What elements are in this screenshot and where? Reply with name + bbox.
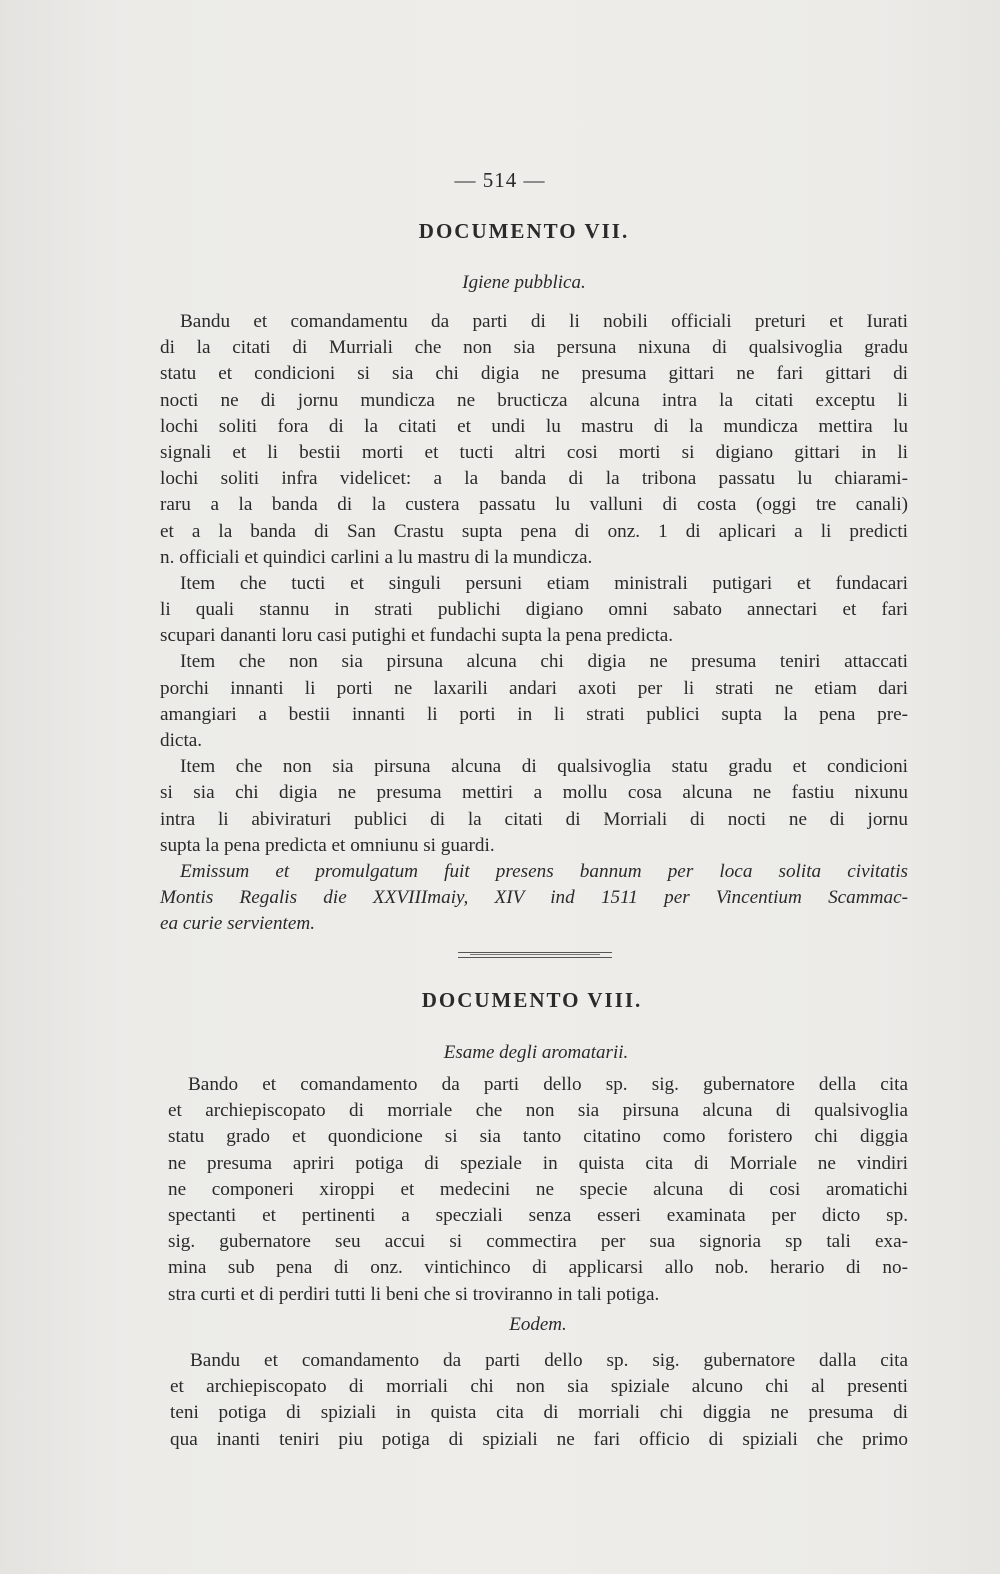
text-line: qua inanti teniri piu potiga di spiziali ne fari officio di spiziali che primo [170, 1428, 908, 1450]
text-line: mina sub pena di onz. vintichinco di applicarsi allo nob. herario di no- [168, 1257, 908, 1279]
text-line: nocti ne di jornu mundicza ne bructicza alcuna intra la citati exceptu li [160, 389, 908, 411]
eodem-subtitle: Eodem. [509, 1314, 567, 1335]
text-line: et a la banda di San Crastu supta pena di onz. 1 di aplicari a li predicti [160, 520, 908, 542]
text-line: lochi soliti infra videlicet: a la banda di la tribona passatu lu chiarami- [160, 468, 908, 490]
page-number: — 514 — [454, 168, 546, 192]
doc8-heading: DOCUMENTO VIII. [421, 988, 643, 1012]
text-line: si sia chi digia ne presuma mettiri a mollu cosa alcuna ne fastiu nixunu [160, 782, 908, 804]
text-line: li quali stannu in strati publichi digiano omni sabato annectari et fari [160, 599, 908, 621]
text-line: stra curti et di perdiri tutti li beni che si troviranno in tali potiga. [168, 1283, 660, 1305]
text-line: teni potiga di spiziali in quista cita di morriali chi diggia ne presuma di [170, 1402, 908, 1424]
text-line: porchi innanti li porti ne laxarili andari axoti per li strati ne etiam dari [160, 677, 908, 699]
text-line: Montis Regalis die XXVIIImaiy, XIV ind 1511 per Vincentium Scammac- [160, 887, 908, 909]
section-separator [458, 952, 612, 958]
text-line: statu grado et quondicione si sia tanto citatino como foristero chi diggia [168, 1126, 908, 1148]
text-line: et archiepiscopato di morriale che non sia pirsuna alcuna di qualsivoglia [168, 1100, 908, 1122]
text-line: ne presuma apriri potiga di speziale in quista cita di Morriale ne vindiri [168, 1152, 908, 1174]
text-line: supta la pena predicta et omniunu si guardi. [160, 834, 495, 856]
text-line: et archiepiscopato di morriali chi non sia spiziale alcuno chi al presenti [170, 1376, 908, 1398]
text-line: signali et li bestii morti et tucti altri cosi morti si digiano gittari in li [160, 441, 908, 463]
text-line: lochi soliti fora di la citati et undi lu mastru di la mundicza mettira lu [160, 415, 908, 437]
doc7-subtitle: Igiene pubblica. [462, 272, 586, 293]
text-line: Bandu et comandamentu da parti di li nobili officiali preturi et Iurati [180, 311, 908, 332]
text-line: Item che non sia pirsuna alcuna di qualsivoglia statu gradu et condicioni [180, 756, 908, 778]
text-line: n. officiali et quindici carlini a lu mastru di la mundicza. [160, 546, 593, 568]
doc7-heading: DOCUMENTO VII. [418, 219, 630, 243]
text-line: intra li abiviraturi publici di la citati di Morriali di nocti ne di jornu [160, 808, 908, 830]
text-line: sig. gubernatore seu accui si commectira per sua signoria sp tali exa- [168, 1231, 908, 1253]
text-line: amangiari a bestii innanti li porti in li strati publici supta la pena pre- [160, 703, 908, 725]
doc8-body-2 [170, 1348, 908, 1453]
text-line: dicta. [160, 730, 203, 751]
text-line: Bando et comandamento da parti dello sp. sig. gubernatore della cita [188, 1074, 908, 1095]
text-line: raru a la banda di la custera passatu lu valluni di costa (oggi tre canali) [160, 494, 908, 516]
text-line: spectanti et pertinenti a specziali senza esseri examinata per dicto sp. [168, 1204, 908, 1226]
text-line: ea curie servientem. [160, 913, 316, 935]
doc8-subtitle: Esame degli aromatarii. [443, 1042, 629, 1063]
doc8-body [168, 1072, 908, 1308]
text-line: di la citati di Murriali che non sia persuna nixuna di qualsivoglia gradu [160, 337, 908, 359]
text-line: statu et condicioni si sia chi digia ne presuma gittari ne fari gittari di [160, 363, 908, 385]
text-line: Item che non sia pirsuna alcuna chi digia ne presuma teniri attaccati [180, 651, 908, 673]
text-line: Bandu et comandamento da parti dello sp. sig. gubernatore dalla cita [190, 1350, 908, 1371]
text-line: scupari dananti loru casi putighi et fundachi supta la pena predicta. [160, 625, 674, 647]
text-line: ne componeri xiroppi et medecini ne specie alcuna di cosi aromatichi [168, 1178, 908, 1200]
doc7-body [160, 309, 908, 938]
text-line: Item che tucti et singuli persuni etiam ministrali putigari et fundacari [180, 572, 908, 594]
text-line: Emissum et promulgatum fuit presens bannum per loca solita civitatis [180, 860, 908, 882]
